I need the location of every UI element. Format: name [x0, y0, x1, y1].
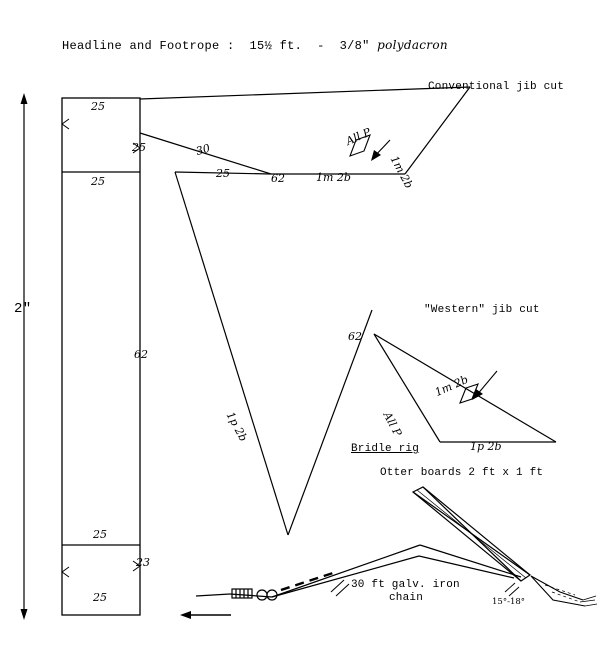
conventional-jib-title: Conventional jib cut [428, 81, 565, 93]
conventional-all-p: All P [343, 125, 373, 148]
page-title [32, 26, 448, 65]
mesh-count-bottom: 25 [93, 591, 107, 604]
mesh-count-middle: 62 [134, 348, 148, 361]
western-cut-1m2b: 1m 2b [432, 372, 471, 399]
conventional-lower-wing-count: 25 [216, 167, 230, 180]
western-apex-count: 62 [348, 330, 362, 343]
otter-boards-label: Otter boards 2 ft x 1 ft [380, 467, 544, 479]
bridle-rig-title: Bridle rig [351, 443, 420, 455]
mesh-count-lower-side: 23 [136, 556, 150, 569]
mesh-count-upper-side: 25 [132, 141, 146, 154]
height-dimension-label: 2" [14, 301, 32, 317]
board-angle-label: 15°-18° [492, 597, 526, 607]
chain-label-line2: chain [389, 592, 424, 604]
page-title-material: polydacron [377, 37, 448, 52]
chain-label-line1: 30 ft galv. iron [351, 579, 460, 591]
page-title-mid: ft. - 3/8" [272, 38, 378, 53]
mesh-count-lower-band: 25 [93, 528, 107, 541]
conventional-cut-1m2b: 1m 2b [387, 153, 416, 191]
mesh-count-upper-band: 25 [91, 175, 105, 188]
mesh-count-top: 25 [91, 100, 105, 113]
page-title-main: Headline and Footrope : 15 [62, 38, 265, 53]
western-bottom-seam: 1p 2b [470, 440, 502, 453]
page-title-fraction: ½ [264, 38, 273, 53]
western-jib-title: "Western" jib cut [424, 304, 540, 316]
height-dimension-arrow [21, 93, 28, 620]
conventional-apex-count: 62 [271, 172, 285, 185]
western-all-p: All P [380, 409, 405, 439]
western-jib-outline [374, 334, 556, 442]
conventional-mesh-a: 1m 2b [316, 171, 351, 184]
conventional-top-wing-count: 30 [194, 141, 212, 158]
conventional-long-seam: 1p 2b [223, 409, 250, 444]
